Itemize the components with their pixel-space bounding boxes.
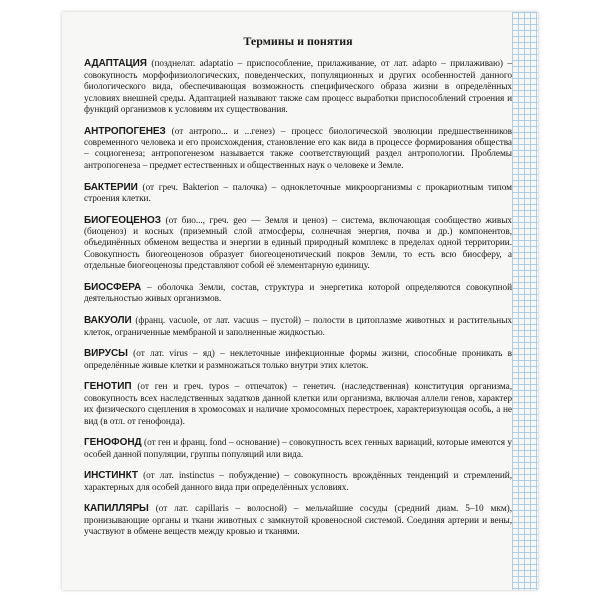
- entry-text: (от лат. instinctus – побуждение) – совокупность врождённых тенденций и стремлений, характерных для особей данного вида при определённых условиях.: [84, 471, 512, 493]
- entry-term: БИОГЕОЦЕНОЗ: [84, 214, 161, 226]
- entry-text: (от ген и греч. typos – отпечаток) – генетич. (наследственная) конституция организма, совокупность всех наследственных задатков данной клетки или организма, включая аллели генов, характер их физического сцепления в хромосомах и наличие хромосомных перестроек, характеризующая особь, а не вид (в отл. от генофонда).: [84, 382, 512, 427]
- entry-text: (позднелат. adaptatio – приспособление, прилаживание, от лат. adapto – прилаживаю) – совокупность морфофизиологических, поведенческих, популяционных и других особенностей данного биологического вида, обеспечивающая возможность специфического образа жизни в определённых условиях внешней среды. Адаптацией называют также сам процесс выработки приспособлений строения и функций организмов к условиям их существования.: [84, 59, 512, 115]
- entry-term: ВИРУСЫ: [84, 348, 128, 360]
- entry-text: (от лат. capillaris – волосной) – мельчайшие сосуды (средний диам. 5–10 мкм), пронизывающие органы и ткани животных с замкнутой кровеносной системой. Соединяя артерии и вены, участвуют в обмене веществ между кровью и тканями.: [84, 504, 512, 538]
- entry-term: АДАПТАЦИЯ: [84, 58, 147, 70]
- graph-paper-edge: [512, 12, 538, 590]
- entry-text: (от греч. Bakterion – палочка) – одноклеточные микроорганизмы с прокариотным типом строения клетки.: [84, 182, 512, 204]
- glossary-entry-viruses: [84, 348, 512, 372]
- entry-term: БИОСФЕРА: [84, 281, 142, 293]
- entry-term: ГЕНОТИП: [84, 381, 132, 393]
- entry-term: ВАКУОЛИ: [84, 315, 132, 327]
- glossary-entry-biosphere: [84, 282, 512, 306]
- entry-text: (от лат. virus – яд) – неклеточные инфекционные формы жизни, способные проникать в определённые живые клетки и размножаться только внутри этих клеток.: [84, 349, 512, 371]
- book-page: [62, 12, 538, 590]
- entry-text: (от био..., греч. geo — Земля и ценоз) – система, включающая сообщество живых (биоценоз) и косных (приземный слой атмосферы, солнечная энергия, почва и др.) компонентов, объединённых обменом вещества и энергии в единый природный комплекс в пределах одной территории. Совокупность биогеоценозов образует биогеоценотический покров Земли, то есть всю биосферу, а отдельные биогеоценозы представляют собой её элементарную единицу.: [84, 215, 512, 272]
- entry-text: (от ген и франц. fond – основание) – совокупность всех генных вариаций, которые имеются у особей данной популяции, группы популяций или вида.: [84, 438, 512, 460]
- entry-term: ГЕНОФОНД: [84, 437, 142, 449]
- page-title: Термины и понятия: [243, 34, 353, 48]
- entry-term: АНТРОПОГЕНЕЗ: [84, 125, 166, 137]
- entry-text: (от антропо... и ...генез) – процесс биологической эволюции предшественников современного человека и его происхождения, становление его как вида в процессе формирования общества – социогенеза; антропогенезом называется также соответствующий раздел антропологии. Проблемы антропогенеза – предмет естественных и общественных наук о человеке и Земле.: [84, 126, 512, 171]
- glossary-entry-vacuoles: [84, 315, 512, 339]
- glossary-content: [84, 34, 512, 546]
- entry-term: БАКТЕРИИ: [84, 181, 138, 193]
- entry-term: ИНСТИНКТ: [84, 470, 138, 482]
- glossary-entry-bacteria: [84, 182, 512, 206]
- glossary-entry-capillaries: [84, 503, 512, 538]
- glossary-entry-genotype: [84, 381, 512, 428]
- entry-text: – оболочка Земли, состав, структура и энергетика которой определяются совокупной деятельностью живых организмов.: [84, 282, 512, 305]
- glossary-entry-instinct: [84, 470, 512, 494]
- entry-term: КАПИЛЛЯРЫ: [84, 503, 149, 515]
- entry-text: (франц. vacuole, от лат. vacuus – пустой) – полости в цитоплазме животных и растительных клеток, ограниченные мембраной и заполненные жидкостью.: [84, 316, 512, 338]
- glossary-entry-biogeocenosis: [84, 215, 512, 273]
- glossary-entry-genofond: [84, 437, 512, 461]
- glossary-entry-anthropogenesis: [84, 126, 512, 173]
- glossary-entry-adaptation: [84, 58, 512, 116]
